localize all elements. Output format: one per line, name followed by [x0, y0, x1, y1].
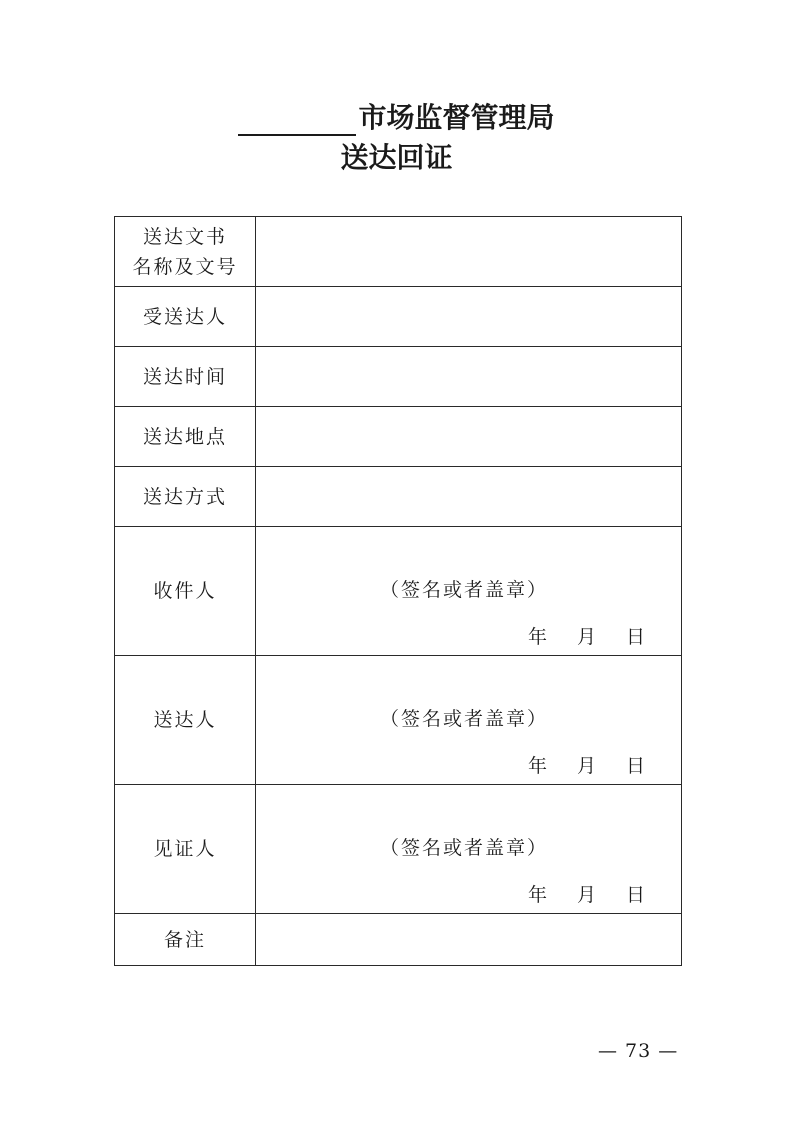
delivery-method-field[interactable]	[256, 467, 682, 527]
date-year: 年	[528, 755, 548, 777]
signature-hint: （签名或者盖章）	[380, 837, 549, 859]
delivery-place-label: 送达地点	[115, 407, 256, 467]
witness-signature-field[interactable]	[256, 785, 682, 914]
table-row-delivery-place	[115, 407, 682, 467]
date-day: 日	[626, 884, 646, 906]
delivery-receipt-table	[114, 216, 682, 966]
date-day: 日	[626, 626, 646, 648]
recipient-label: 受送达人	[115, 287, 256, 347]
table-row-deliverer	[115, 656, 682, 785]
table-row-receiver	[115, 527, 682, 656]
table-row-remarks	[115, 914, 682, 966]
remarks-label: 备注	[115, 914, 256, 966]
delivery-place-field[interactable]	[256, 407, 682, 467]
date-year: 年	[528, 626, 548, 648]
date-year: 年	[528, 884, 548, 906]
remarks-field[interactable]	[256, 914, 682, 966]
date-month: 月	[577, 884, 597, 906]
date-month: 月	[577, 755, 597, 777]
agency-name-blank	[238, 104, 356, 136]
receiver-signature-field[interactable]	[256, 527, 682, 656]
table-row-delivery-time	[115, 347, 682, 407]
date-row	[528, 622, 645, 649]
document-title-line2: 送达回证	[340, 141, 453, 174]
agency-suffix: 市场监督管理局	[358, 101, 555, 134]
table-row-recipient	[115, 287, 682, 347]
table-row-document-name	[115, 217, 682, 287]
delivery-method-label: 送达方式	[115, 467, 256, 527]
delivery-time-label: 送达时间	[115, 347, 256, 407]
signature-block	[256, 527, 681, 655]
signature-block	[256, 656, 681, 784]
signature-block	[256, 785, 681, 913]
deliverer-signature-field[interactable]	[256, 656, 682, 785]
date-month: 月	[577, 626, 597, 648]
signature-hint: （签名或者盖章）	[380, 708, 549, 730]
signature-hint: （签名或者盖章）	[380, 579, 549, 601]
receiver-label: 收件人	[115, 527, 256, 656]
recipient-field[interactable]	[256, 287, 682, 347]
witness-label: 见证人	[115, 785, 256, 914]
document-title-line1	[0, 100, 793, 136]
deliverer-label: 送达人	[115, 656, 256, 785]
table-row-delivery-method	[115, 467, 682, 527]
page-number: — 73 —	[598, 1040, 679, 1062]
document-name-field[interactable]	[256, 217, 682, 287]
table-row-witness	[115, 785, 682, 914]
document-name-label: 送达文书 名称及文号	[115, 217, 256, 287]
date-row	[528, 751, 645, 778]
date-row	[528, 880, 645, 907]
date-day: 日	[626, 755, 646, 777]
delivery-time-field[interactable]	[256, 347, 682, 407]
